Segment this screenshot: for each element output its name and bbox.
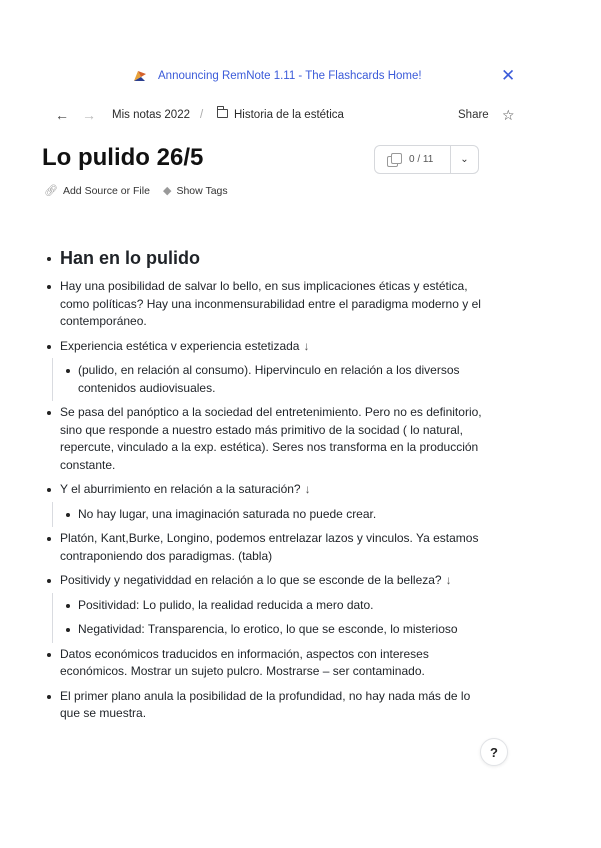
list-item-child[interactable] — [44, 506, 484, 524]
flashcards-count: 0 / 11 — [409, 154, 434, 165]
expand-arrow-icon[interactable]: ↓ — [304, 482, 311, 496]
flashcards-button[interactable] — [375, 146, 451, 173]
list-item-text: Positividy y negatividdad en relación a lo que se esconde de la belleza? — [60, 573, 442, 587]
list-item-text: Negatividad: Transparencia, lo erotico, lo que se esconde, lo misterioso — [78, 622, 458, 636]
list-item[interactable] — [44, 278, 484, 331]
bullet[interactable] — [47, 537, 51, 541]
announcement-text[interactable]: Announcing RemNote 1.11 - The Flashcards Home! — [158, 70, 422, 82]
bullet[interactable] — [47, 285, 51, 289]
expand-arrow-icon[interactable]: ↓ — [303, 338, 310, 353]
list-item-text: Hay una posibilidad de salvar lo bello, en sus implicaciones éticas y estética, como políticas? Hay una inconmensurabilidad entre el paradigma moderno y el contemporáneo. — [60, 279, 481, 328]
bullet[interactable] — [47, 411, 51, 415]
list-item[interactable] — [44, 481, 484, 499]
expand-arrow-icon[interactable]: ↓ — [445, 573, 452, 587]
announcement-link[interactable] — [132, 68, 422, 84]
list-item-child[interactable] — [44, 621, 484, 639]
list-item-heading[interactable] — [44, 246, 484, 270]
indent-guide — [52, 502, 53, 528]
star-icon[interactable]: ☆ — [502, 107, 515, 123]
list-item-text: El primer plano anula la posibilidad de la profundidad, no hay nada más de lo que se muestra. — [60, 688, 471, 720]
breadcrumb-separator: / — [200, 109, 204, 121]
bullet[interactable] — [47, 653, 51, 657]
flashcards-widget — [374, 145, 479, 174]
list-item-text: Datos económicos traducidos en información, aspectos con intereses económicos. Mostrar un sujeto pulcro. Mostrarse – ser contaminado. — [60, 646, 429, 678]
folder-icon — [217, 109, 228, 118]
back-arrow-icon[interactable]: ← — [55, 107, 69, 123]
announcement-banner — [0, 68, 601, 88]
list-item-child[interactable] — [44, 597, 484, 615]
bullet[interactable] — [66, 513, 70, 517]
list-item-text: Platón, Kant,Burke, Longino, podemos entrelazar lazos y vinculos. Ya estamos contraponiendo dos paradigmas. (tabla) — [60, 531, 479, 563]
heading-text: Han en lo pulido — [60, 248, 200, 268]
list-item[interactable] — [44, 646, 484, 681]
bullet[interactable] — [47, 488, 51, 492]
list-item-text: Experiencia estética v experiencia estetizada — [60, 338, 300, 353]
tag-icon: ◆ — [163, 185, 172, 197]
indent-guide — [52, 617, 53, 643]
list-item[interactable] — [44, 572, 484, 590]
share-button[interactable]: Share — [458, 109, 489, 121]
list-item-text: Se pasa del panóptico a la sociedad del entretenimiento. Pero no es definitorio, sino que responde a nuestro estado más primitivo de la socidad ( lo natural, repercute, vinculado a la exp. estética). Seres nos transforma en la producción constante. — [60, 405, 482, 472]
bullet[interactable] — [47, 695, 51, 699]
show-tags-button[interactable] — [163, 184, 228, 197]
close-icon[interactable]: ✕ — [501, 66, 516, 85]
show-tags-label: Show Tags — [176, 184, 228, 197]
bullet[interactable] — [66, 604, 70, 608]
list-item[interactable] — [44, 404, 484, 474]
add-source-label: Add Source or File — [62, 184, 150, 197]
list-item-text: Positividad: Lo pulido, la realidad reducida a mero dato. — [78, 597, 374, 612]
link-icon: 🔗︎ — [44, 185, 58, 197]
forward-arrow-icon[interactable]: → — [82, 107, 96, 123]
remnote-logo-icon — [132, 68, 148, 84]
document-body — [44, 246, 484, 730]
page-title[interactable]: Lo pulido 26/5 — [42, 144, 204, 171]
list-item-text: No hay lugar, una imaginación saturada no puede crear. — [78, 506, 377, 521]
indent-guide — [52, 358, 53, 401]
add-source-button[interactable] — [44, 184, 150, 197]
chevron-down-icon[interactable]: ⌄ — [460, 154, 469, 165]
indent-guide — [52, 593, 53, 619]
help-button[interactable]: ? — [480, 738, 508, 766]
list-item-child[interactable] — [44, 362, 484, 397]
breadcrumb-parent[interactable]: Mis notas 2022 — [112, 109, 190, 121]
breadcrumb-bar — [0, 106, 601, 126]
flashcards-icon — [387, 153, 401, 166]
bullet[interactable] — [47, 579, 51, 583]
bullet[interactable] — [66, 628, 70, 632]
list-item[interactable] — [44, 688, 484, 723]
list-item-text: (pulido, en relación al consumo). Hipervinculo en relación a los diversos contenidos audiovisuales. — [78, 363, 460, 395]
breadcrumb-current[interactable]: Historia de la estética — [234, 109, 344, 121]
list-item[interactable] — [44, 530, 484, 565]
bullet[interactable] — [47, 345, 51, 349]
list-item-text: Y el aburrimiento en relación a la saturación? — [60, 482, 301, 496]
bullet[interactable] — [66, 369, 70, 373]
bullet[interactable] — [47, 257, 51, 261]
list-item[interactable] — [44, 338, 484, 356]
